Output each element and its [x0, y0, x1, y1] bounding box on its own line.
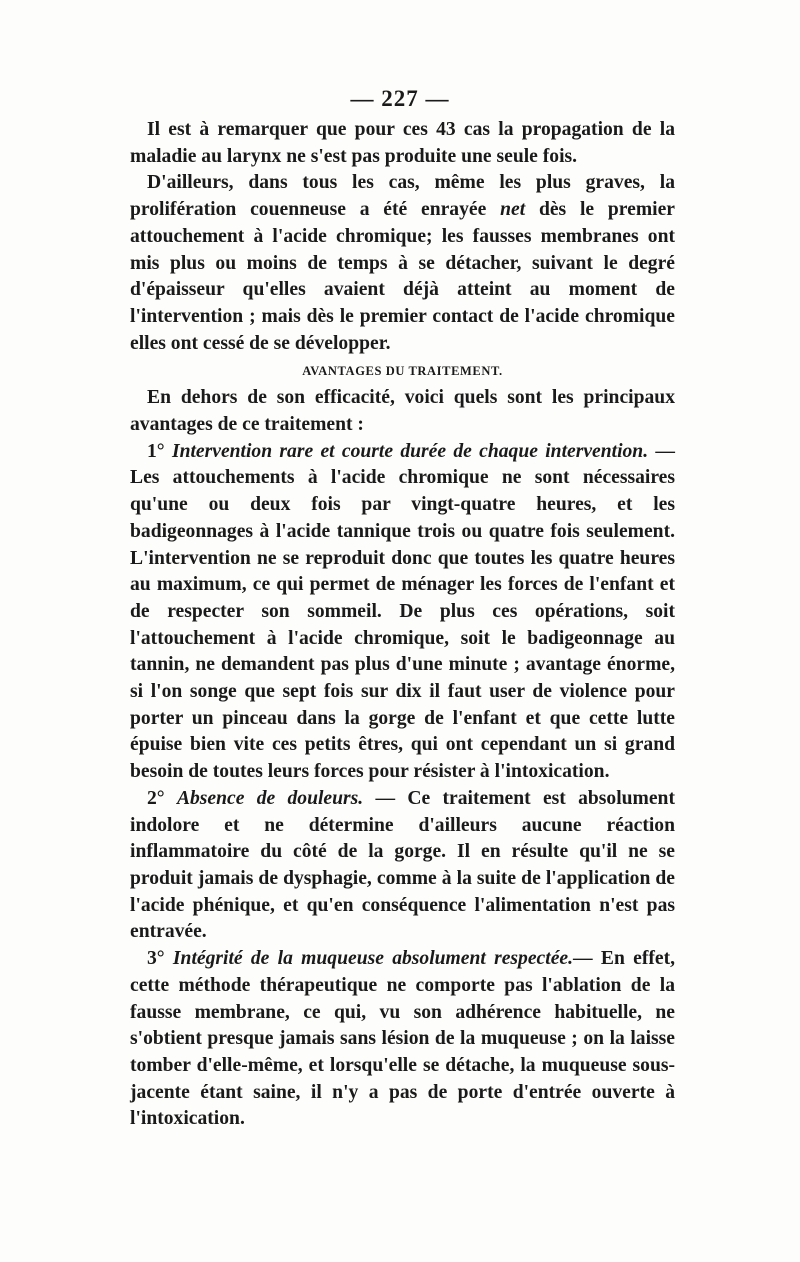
item-number: 3°: [147, 948, 165, 970]
body-text: [130, 117, 675, 1133]
item-body: — Ce traitement est absolument indolore et ne détermine d'ailleurs aucune réaction inflammatoire du côté de la gorge. Il en résulte qu'il ne se produit jamais de dysphagie, comme à la suite de l'application de l'acide phénique, et qu'en conséquence l'alimentation n'est pas entravée.: [130, 787, 675, 943]
page-number: — 227 —: [350, 86, 450, 111]
paragraph-proliferation-end: dès le premier attouchement à l'acide chromique; les fausses membranes ont mis plus ou moins de temps à se détacher, suivant le degré d'épaisseur qu'elles avaient déjà atteint au moment de l'intervention ; mais dès le premier contact de l'acide chromique elles ont cessé de se développer.: [130, 199, 675, 354]
paragraph-proliferation: [130, 170, 675, 357]
item-title: Intervention rare et courte durée de chaque intervention.: [171, 440, 649, 462]
section-heading: AVANTAGES DU TRAITEMENT.: [302, 364, 503, 379]
item-number: 1°: [147, 440, 165, 462]
paragraph-propagation: Il est à remarquer que pour ces 43 cas la propagation de la maladie au larynx ne s'est pas produite une seule fois.: [130, 119, 675, 167]
item-body: — Les attouchements à l'acide chromique ne sont nécessaires qu'une ou deux fois par vingt-quatre heures, et les badigeonnages à l'acide tannique trois ou quatre fois seulement. L'intervention ne se reproduit donc que toutes les quatre heures au maximum, ce qui permet de ménager les forces de l'enfant et de respecter son sommeil. De plus ces opérations, soit l'attouchement à l'acide chromique, soit le badigeonnage au tannin, ne demandent pas plus d'une minute ; avantage énorme, si l'on songe que sept fois sur dix il faut user de violence pour porter un pinceau dans la gorge de l'enfant et que cette lutte épuise bien vite ces petits êtres, qui ont cependant un si grand besoin de toutes leurs forces pour résister à l'intoxication.: [130, 440, 676, 783]
item-number: 2°: [147, 787, 165, 809]
emphasis-net: net: [500, 199, 526, 221]
paragraph-proliferation-start: D'ailleurs, dans tous les cas, même les plus graves, la prolifération couenneuse a été enrayée: [130, 172, 675, 221]
advantage-item-3: [130, 946, 675, 1133]
item-title: Intégrité de la muqueuse absolument respectée.: [172, 948, 573, 970]
item-body: — En effet, cette méthode thérapeutique ne comporte pas l'ablation de la fausse membrane, ce qui, vu son adhérence habituelle, ne s'obtient presque jamais sans lésion de la muqueuse ; on la laisse tomber d'elle-même, et lorsqu'elle se détache, la muqueuse sous-jacente étant saine, il n'y a pas de porte d'entrée ouverte à l'intoxication.: [130, 948, 675, 1130]
item-title: Absence de douleurs.: [176, 787, 364, 809]
paragraph-advantages-intro: En dehors de son efficacité, voici quels sont les principaux avantages de ce traitement :: [130, 387, 675, 436]
advantage-item-2: [130, 786, 675, 946]
advantage-item-1: [130, 439, 675, 786]
